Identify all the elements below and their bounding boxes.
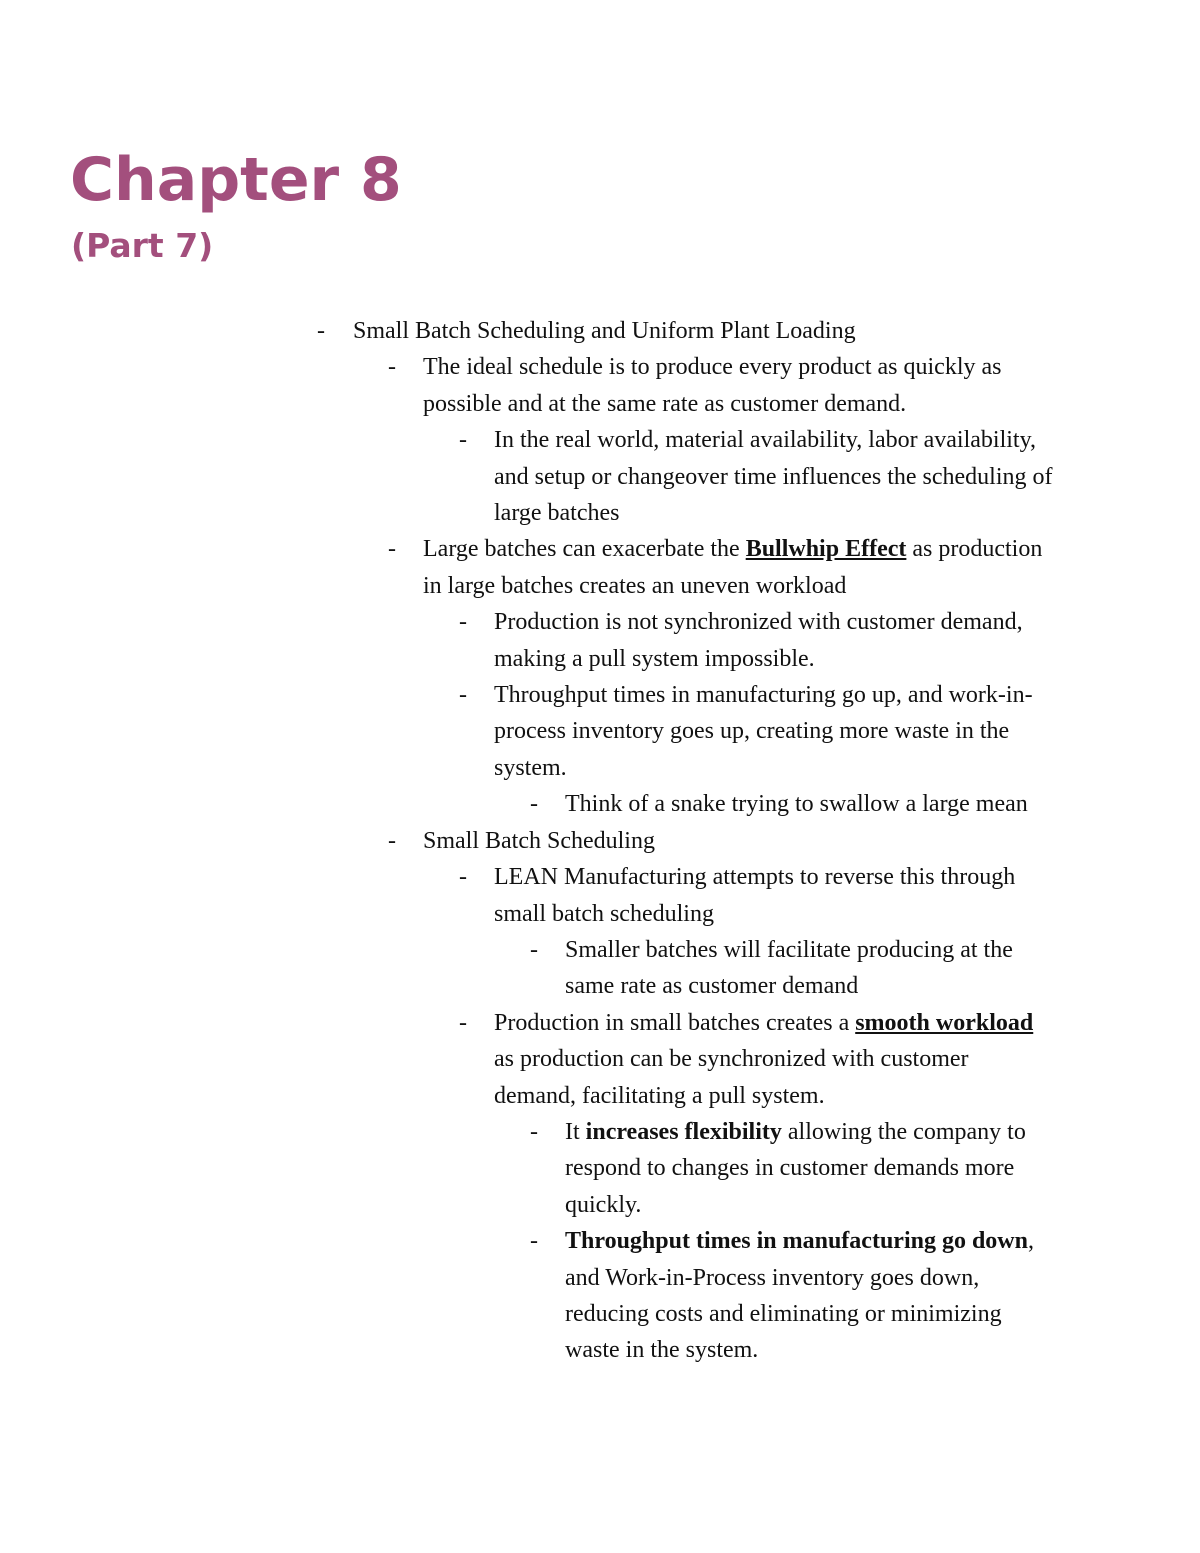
outline-item-level-4 [0,1114,1200,1223]
outline-item-level-2 [0,349,1200,422]
outline-item-text [423,823,1065,859]
bullet-dash: - [459,609,467,636]
text-segment: Think of a snake trying to swallow a large mean [565,791,1028,818]
outline-item-text [494,859,1054,932]
bullet-dash: - [459,864,467,891]
outline-item-text [494,1005,1054,1114]
outline-item-text [494,677,1054,786]
outline-item-level-3 [0,859,1200,932]
outline-item-level-3 [0,1005,1200,1114]
bullet-dash: - [530,1118,538,1145]
outline-item-text [494,604,1054,677]
text-segment: The ideal schedule is to produce every product as quickly as possible and at the same rate as customer demand. [423,354,1002,417]
bullet-outline [0,313,1200,1369]
bullet-dash: - [317,318,325,344]
outline-item-text [423,531,1065,604]
text-segment: Production in small batches creates a [494,1009,856,1036]
bullet-dash: - [459,427,467,454]
text-segment: , and Work-in-Process inventory goes down, reducing costs and eliminating or minimizing waste in the system. [565,1228,1034,1364]
text-segment: Smaller batches will facilitate producing at the same rate as customer demand [565,936,1013,1000]
bullet-dash: - [388,536,396,563]
emphasized-phrase: Throughput times in manufacturing go down [565,1228,1028,1255]
outline-item-text [353,313,1053,349]
outline-item-text [565,1114,1050,1223]
text-segment: In the real world, material availability, labor availability, and setup or changeover time influences the scheduling of large batches [494,427,1053,527]
bullet-dash: - [388,354,396,381]
bullet-dash: - [459,682,467,709]
outline-item-level-1 [0,313,1200,349]
text-segment: It [565,1118,586,1145]
bullet-dash: - [388,827,396,854]
text-segment: Small Batch Scheduling [423,827,655,854]
outline-item-text [494,422,1054,531]
text-segment: as production can be synchronized with customer demand, facilitating a pull system. [494,1046,969,1109]
text-segment: Small Batch Scheduling and Uniform Plant Loading [353,318,856,344]
text-segment: Large batches can exacerbate the [423,536,746,563]
emphasized-phrase: increases flexibility [585,1118,782,1145]
outline-item-text [565,786,1050,822]
text-segment: allowing the company to respond to changes in customer demands more quickly. [565,1118,1026,1218]
key-term: Bullwhip Effect [745,536,907,563]
outline-item-level-3 [0,604,1200,677]
outline-item-level-2 [0,823,1200,859]
outline-item-level-4 [0,932,1200,1005]
outline-item-level-3 [0,422,1200,531]
text-segment: Throughput times in manufacturing go up, and work-in-process inventory goes up, creating more waste in the system. [494,682,1033,781]
bullet-dash: - [530,791,538,818]
outline-item-text [565,1223,1050,1369]
bullet-dash: - [459,1009,467,1036]
chapter-subtitle: (Part 7) [71,226,214,265]
outline-item-level-2 [0,531,1200,604]
chapter-title: Chapter 8 [70,145,402,215]
text-segment: LEAN Manufacturing attempts to reverse this through small batch scheduling [494,864,1016,927]
bullet-dash: - [530,1228,538,1255]
bullet-dash: - [530,936,538,963]
outline-item-level-3 [0,677,1200,786]
outline-item-level-4 [0,786,1200,822]
outline-item-text [565,932,1050,1005]
text-segment: Production is not synchronized with customer demand, making a pull system impossible. [494,609,1023,672]
outline-item-level-4 [0,1223,1200,1369]
text-segment: as production in large batches creates an uneven workload [423,536,1043,599]
key-term: smooth workload [855,1009,1034,1036]
outline-item-text [423,349,1065,422]
